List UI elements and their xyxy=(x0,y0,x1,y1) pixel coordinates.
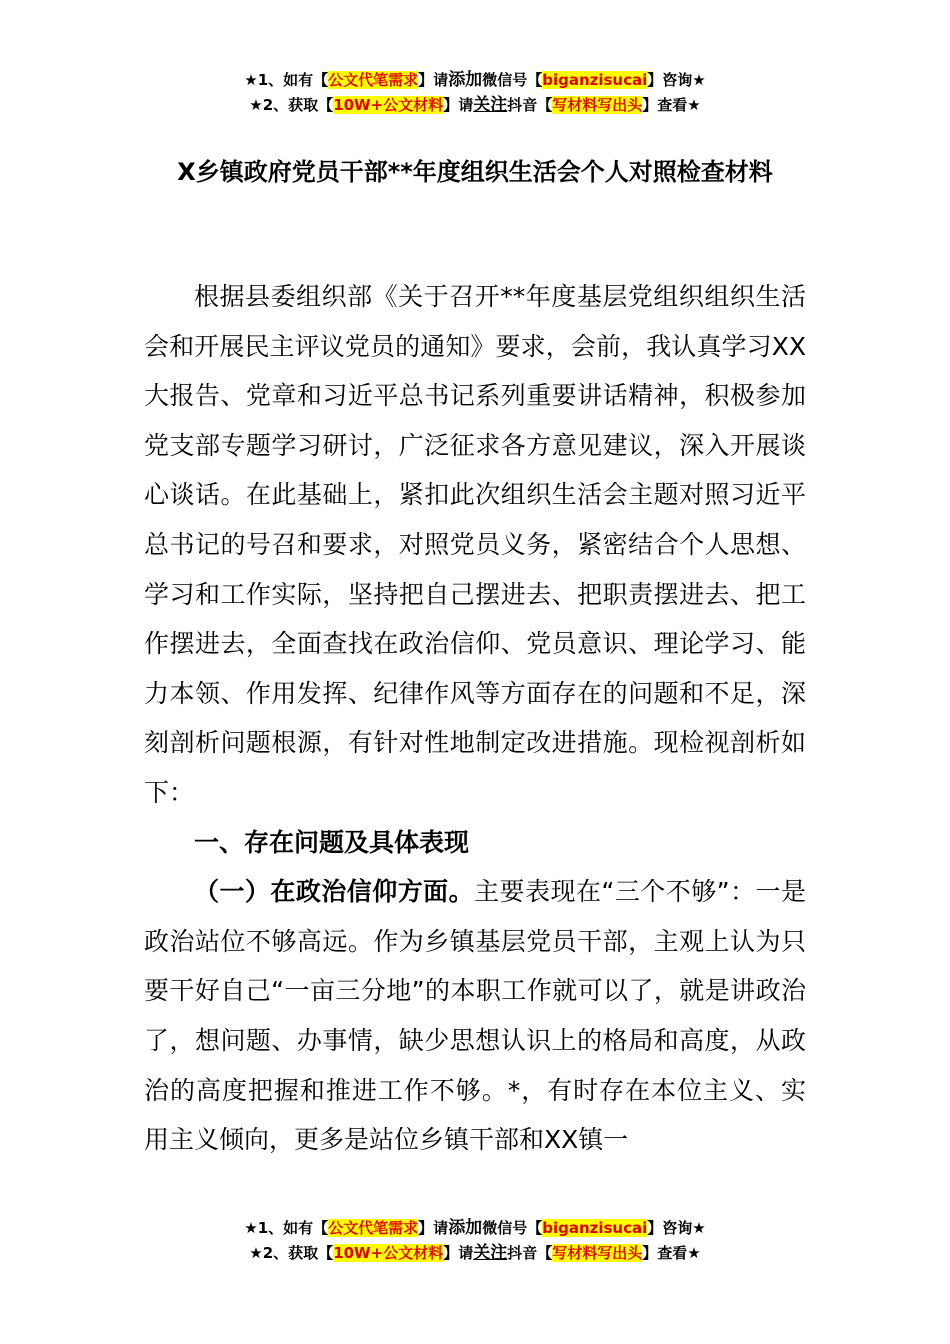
subsection-text: 主要表现在“三个不够”：一是政治站位不够高远。作为乡镇基层党员干部，主观上认为只要干好自己“一亩三分地”的本职工作就可以了，就是讲政治了，想问题、办事情，缺少思想认识上的格局和高度，从政治的高度把握和推进工作不够。*，有时存在本位主义、实用主义倾向，更多是站位乡镇干部和XX镇一 xyxy=(144,877,806,1155)
header-banner xyxy=(0,68,950,118)
banner-text: ★1、如有【 xyxy=(244,71,329,89)
banner-highlight: 写材料写出头 xyxy=(552,96,643,114)
banner-line-1 xyxy=(0,1216,950,1241)
section-heading: 一、存在问题及具体表现 xyxy=(194,827,470,857)
banner-highlight: 公文代笔需求 xyxy=(328,1219,419,1237)
banner-emphasis: 关注 xyxy=(473,95,508,115)
subsection-paragraph xyxy=(144,867,806,1165)
banner-highlight: 公文代笔需求 xyxy=(328,71,419,89)
banner-text: 】请 xyxy=(418,1219,449,1237)
banner-highlight: biganzisucai xyxy=(542,71,648,89)
banner-text: 】请 xyxy=(443,96,474,114)
document-title: X乡镇政府党员干部**年度组织生活会个人对照检查材料 xyxy=(177,158,773,186)
banner-highlight: 10W+公文材料 xyxy=(333,96,444,114)
banner-text: 】咨询★ xyxy=(647,1219,706,1237)
banner-text: ★2、获取【 xyxy=(249,1244,334,1262)
banner-highlight: 写材料写出头 xyxy=(552,1244,643,1262)
banner-text: ★1、如有【 xyxy=(244,1219,329,1237)
subsection-heading: （一）在政治信仰方面。 xyxy=(194,877,475,907)
banner-highlight: biganzisucai xyxy=(542,1219,648,1237)
banner-text: 】查看★ xyxy=(642,96,701,114)
banner-line-1 xyxy=(0,68,950,93)
intro-paragraph: 根据县委组织部《关于召开**年度基层党组织组织生活会和开展民主评议党员的通知》要求，会前，我认真学习XX大报告、党章和习近平总书记系列重要讲话精神，积极参加党支部专题学习研讨，广泛征求各方意见建议，深入开展谈心谈话。在此基础上，紧扣此次组织生活会主题对照习近平总书记的号召和要求，对照党员义务，紧密结合个人思想、学习和工作实际，坚持把自己摆进去、把职责摆进去、把工作摆进去，全面查找在政治信仰、党员意识、理论学习、能力本领、作用发挥、纪律作风等方面存在的问题和不足，深刻剖析问题根源，有针对性地制定改进措施。现检视剖析如下： xyxy=(144,282,806,807)
banner-highlight: 10W+公文材料 xyxy=(333,1244,444,1262)
banner-line-2 xyxy=(0,93,950,118)
footer-banner xyxy=(0,1216,950,1266)
banner-line-2 xyxy=(0,1241,950,1266)
document-body xyxy=(144,272,806,1165)
banner-text: 】查看★ xyxy=(642,1244,701,1262)
banner-text: 微信号【 xyxy=(482,1219,543,1237)
banner-emphasis: 添加 xyxy=(448,70,483,90)
banner-text: ★2、获取【 xyxy=(249,96,334,114)
banner-text: 抖音【 xyxy=(507,96,553,114)
banner-emphasis: 添加 xyxy=(448,1218,483,1238)
banner-text: 】咨询★ xyxy=(647,71,706,89)
banner-text: 微信号【 xyxy=(482,71,543,89)
banner-text: 抖音【 xyxy=(507,1244,553,1262)
banner-emphasis: 关注 xyxy=(473,1243,508,1263)
banner-text: 】请 xyxy=(443,1244,474,1262)
banner-text: 】请 xyxy=(418,71,449,89)
